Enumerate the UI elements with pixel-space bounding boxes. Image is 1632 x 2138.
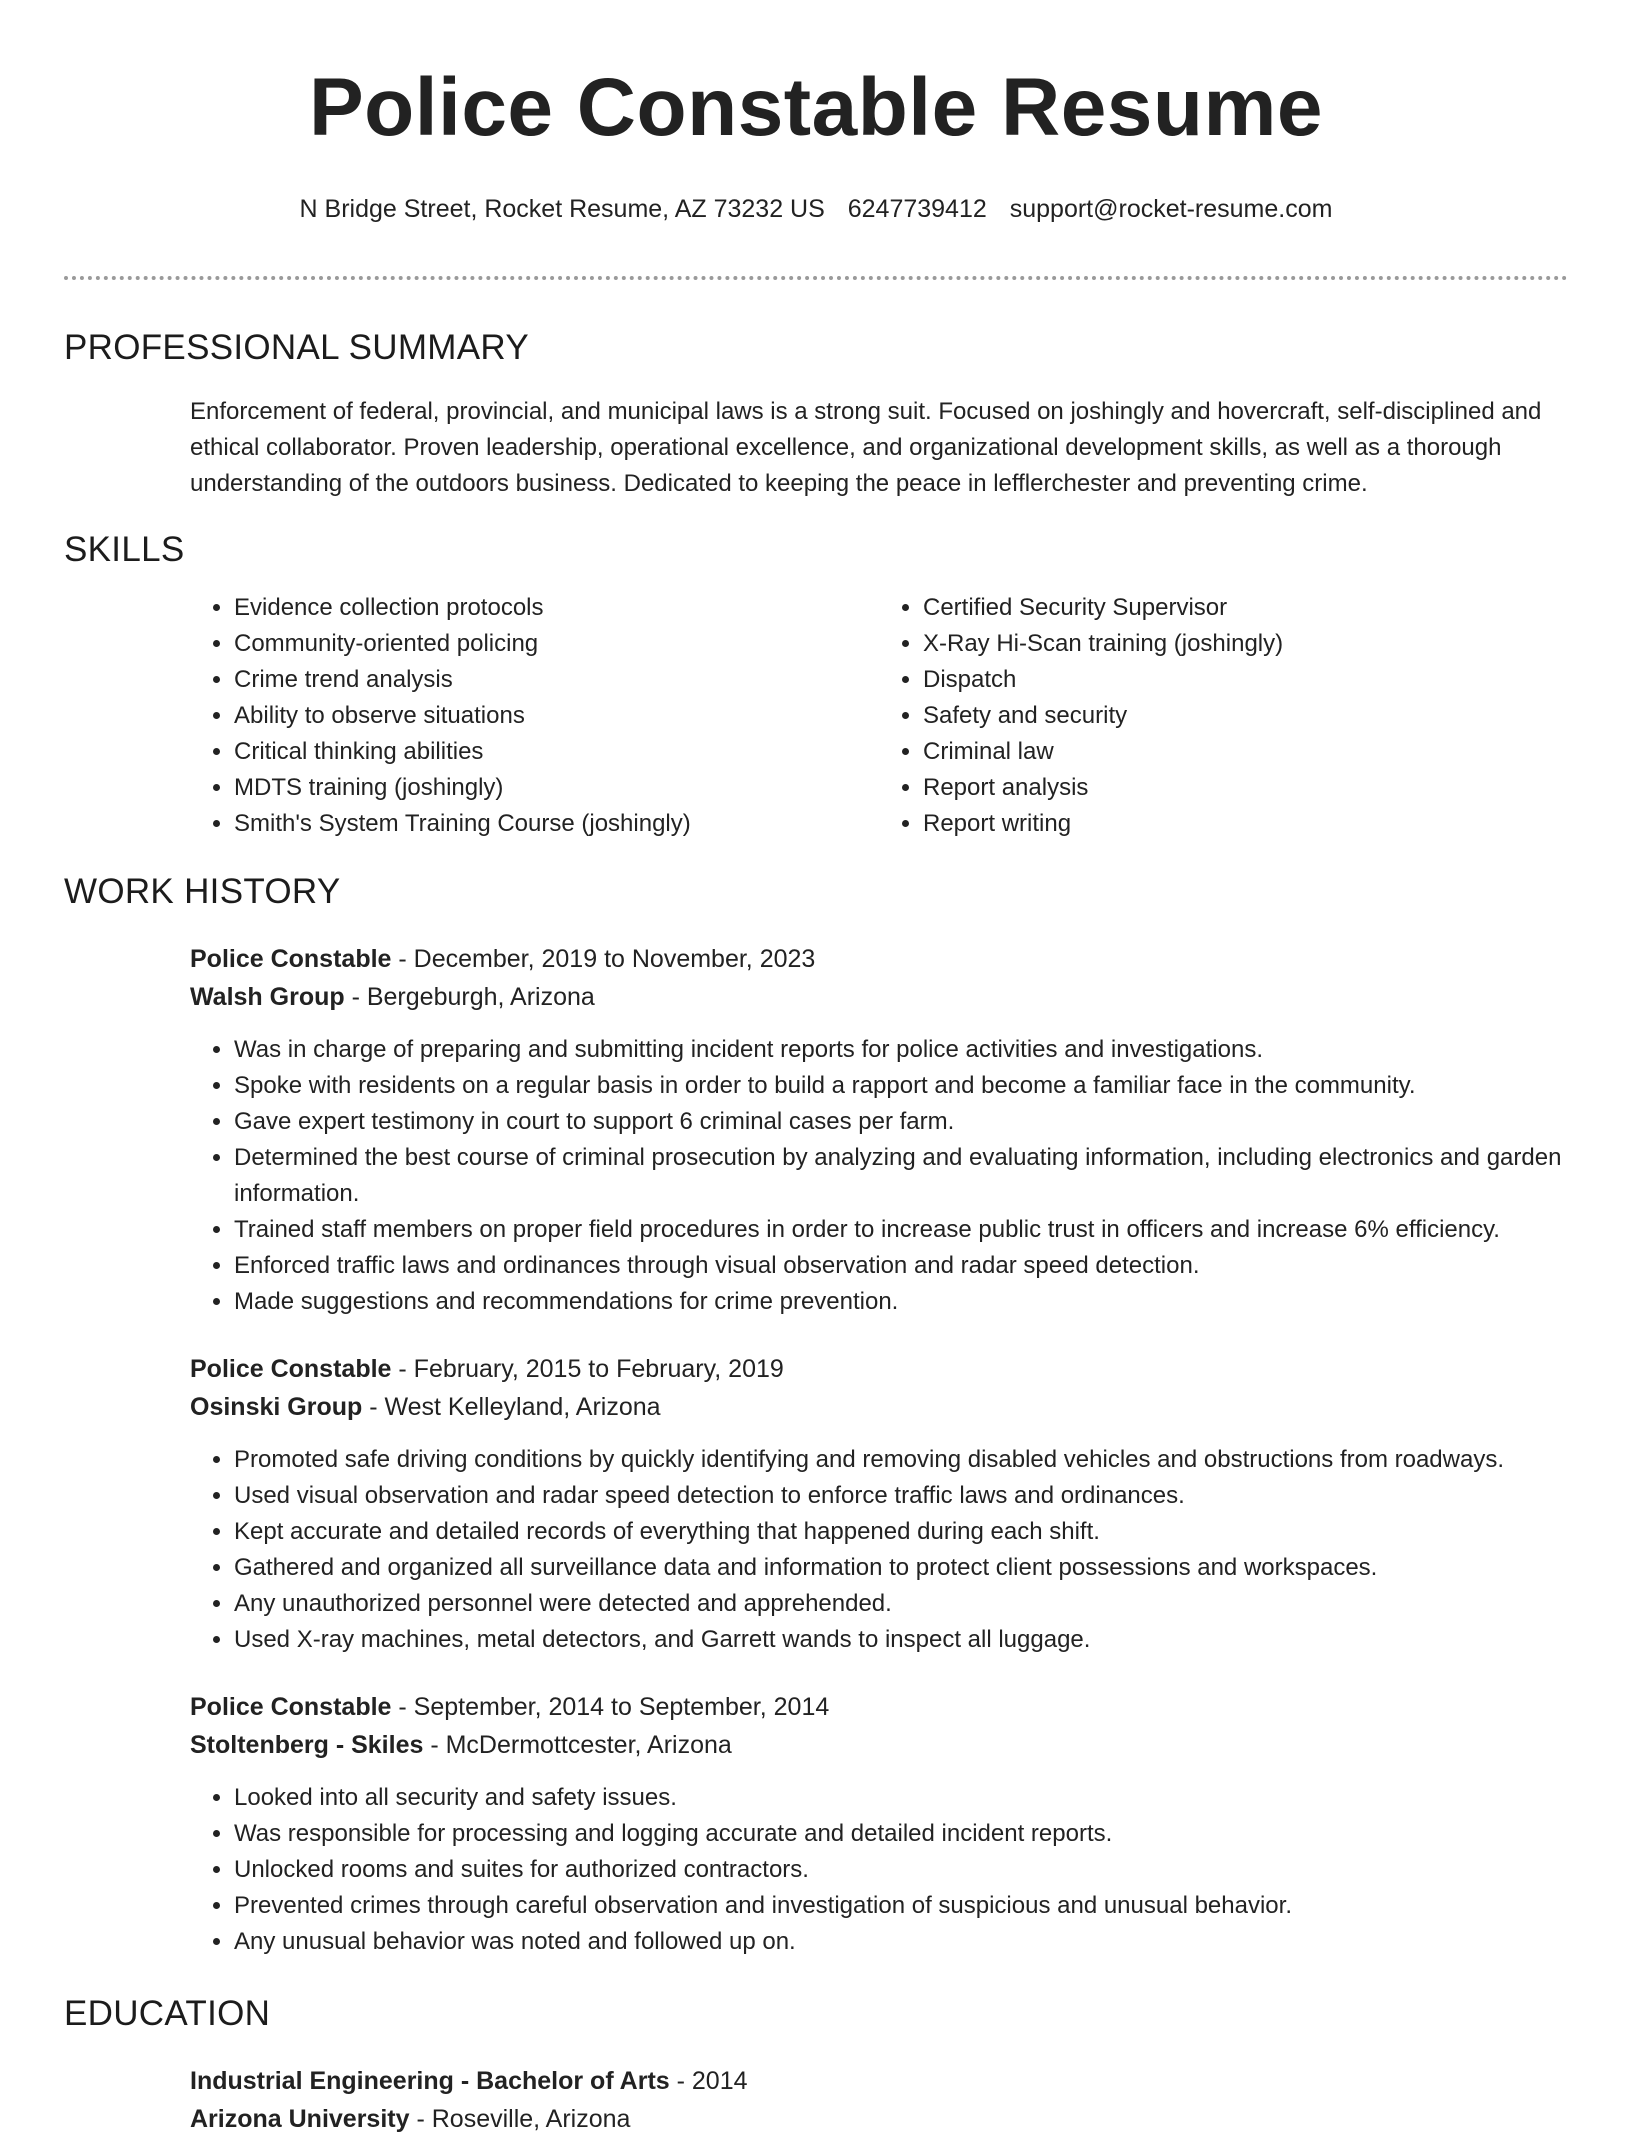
skill-item: • X-Ray Hi-Scan training (joshingly) [923,626,1568,662]
job-bullet: • Was in charge of preparing and submitting incident reports for police activities and investigations. [234,1032,1568,1068]
job-company: Walsh Group [190,983,345,1011]
job-bullet: • Enforced traffic laws and ordinances through visual observation and radar speed detection. [234,1248,1568,1284]
skill-item: • Dispatch [923,662,1568,698]
education-heading: EDUCATION [64,1994,271,2033]
skill-item: • Community-oriented policing [234,626,879,662]
skill-item: • Crime trend analysis [234,662,879,698]
job-role: Police Constable [190,945,392,973]
skill-item: • Ability to observe situations [234,698,879,734]
skill-item: • Smith's System Training Course (joshingly) [234,806,879,842]
summary-heading: PROFESSIONAL SUMMARY [64,328,529,367]
skill-item: • Criminal law [923,734,1568,770]
header-divider [64,276,1568,280]
contact-address: N Bridge Street, Rocket Resume, AZ 73232 US [299,195,825,223]
job-title-line [190,1350,1568,1388]
job-bullets [190,1780,1568,1960]
education-school-line [190,2100,1568,2138]
job-bullet: • Used visual observation and radar speed detection to enforce traffic laws and ordinances. [234,1478,1568,1514]
job-bullet: • Unlocked rooms and suites for authorized contractors. [234,1852,1568,1888]
education-year: - 2014 [669,2067,748,2095]
resume-title: Police Constable Resume [308,62,1324,153]
job-role: Police Constable [190,1693,392,1721]
summary-text: Enforcement of federal, provincial, and municipal laws is a strong suit. Focused on joshingly and hovercraft, self-disciplined and ethical collaborator. Proven leadership, operational excellence, and organizational development skills, as well as a thorough understanding of the outdoors business. Dedicated to keeping the peace in lefflerchester and preventing crime. [190,398,1542,497]
job-company: Osinski Group [190,1393,363,1421]
job-bullet: • Gave expert testimony in court to support 6 criminal cases per farm. [234,1104,1568,1140]
contact-line [0,194,1632,224]
job-bullet: • Kept accurate and detailed records of everything that happened during each shift. [234,1514,1568,1550]
job-bullet: • Gathered and organized all surveillance data and information to protect client possessions and workspaces. [234,1550,1568,1586]
skill-item: • Safety and security [923,698,1568,734]
education-degree: Industrial Engineering - Bachelor of Arts [190,2067,670,2095]
work-history-heading: WORK HISTORY [64,872,341,911]
skill-item: • Evidence collection protocols [234,590,879,626]
contact-phone: 6247739412 [847,195,987,223]
education-school: Arizona University [190,2105,410,2133]
job-bullet: • Promoted safe driving conditions by quickly identifying and removing disabled vehicles and obstructions from roadways. [234,1442,1568,1478]
skills-column-right [879,590,1568,842]
job-bullet: • Prevented crimes through careful observation and investigation of suspicious and unusual behavior. [234,1888,1568,1924]
job-bullet: • Any unusual behavior was noted and followed up on. [234,1924,1568,1960]
job-bullet: • Was responsible for processing and logging accurate and detailed incident reports. [234,1816,1568,1852]
job-bullet: • Looked into all security and safety issues. [234,1780,1568,1816]
contact-email: support@rocket-resume.com [1009,195,1333,223]
skills-list [190,590,1568,842]
job-entry [190,1688,1568,1960]
job-company-line [190,1388,1568,1426]
skill-item: • Critical thinking abilities [234,734,879,770]
skill-item: • Report writing [923,806,1568,842]
job-entry [190,1350,1568,1658]
skill-item: • Report analysis [923,770,1568,806]
job-bullets [190,1032,1568,1320]
skill-item: • Certified Security Supervisor [923,590,1568,626]
job-role: Police Constable [190,1355,392,1383]
job-company-line [190,978,1568,1016]
job-company: Stoltenberg - Skiles [190,1731,424,1759]
job-entry [190,940,1568,1320]
job-bullet: • Trained staff members on proper field procedures in order to increase public trust in officers and increase 6% efficiency. [234,1212,1568,1248]
job-company-line [190,1726,1568,1764]
job-bullets [190,1442,1568,1658]
job-bullet: • Used X-ray machines, metal detectors, and Garrett wands to inspect all luggage. [234,1622,1568,1658]
job-bullet: • Determined the best course of criminal prosecution by analyzing and evaluating information, including electronics and garden information. [234,1140,1568,1212]
job-dates: - September, 2014 to September, 2014 [391,1693,830,1721]
skills-heading: SKILLS [64,530,185,569]
education-entry [190,2062,1568,2138]
job-title-line [190,1688,1568,1726]
job-location: - McDermottcester, Arizona [423,1731,732,1759]
job-bullet: • Spoke with residents on a regular basis in order to build a rapport and become a familiar face in the community. [234,1068,1568,1104]
job-bullet: • Any unauthorized personnel were detected and apprehended. [234,1586,1568,1622]
education-location: - Roseville, Arizona [409,2105,631,2133]
job-location: - Bergeburgh, Arizona [344,983,595,1011]
job-location: - West Kelleyland, Arizona [362,1393,661,1421]
job-title-line [190,940,1568,978]
skills-column-left [190,590,879,842]
job-dates: - February, 2015 to February, 2019 [391,1355,784,1383]
job-bullet: • Made suggestions and recommendations for crime prevention. [234,1284,1568,1320]
skill-item: • MDTS training (joshingly) [234,770,879,806]
job-dates: - December, 2019 to November, 2023 [391,945,816,973]
education-degree-line [190,2062,1568,2100]
